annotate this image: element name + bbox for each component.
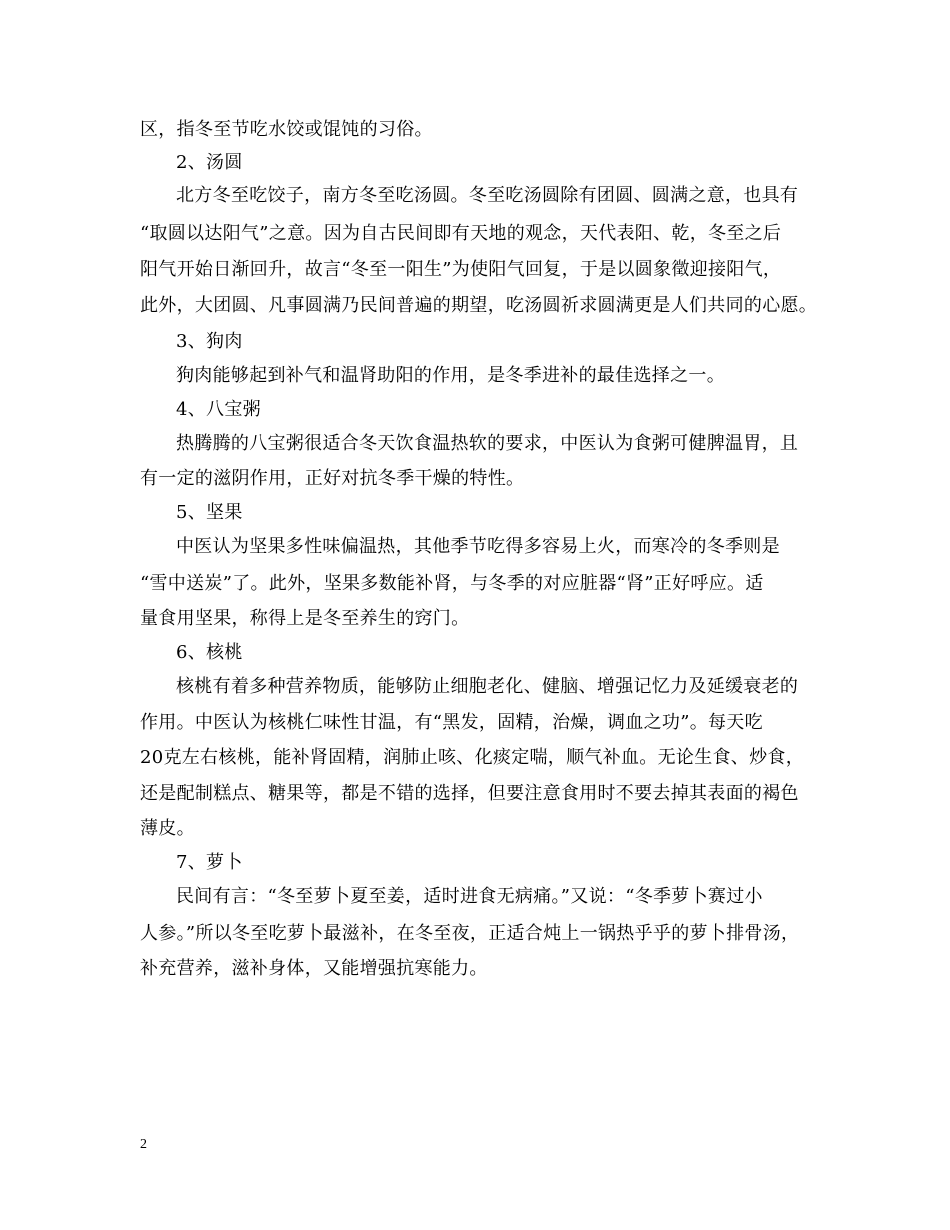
body-text-line: 作用。中医认为核桃仁味性甘温，有“黑发，固精，治燥，调血之功”。每天吃	[140, 712, 763, 733]
body-text-line: 阳气开始日渐回升，故言“冬至一阳生”为使阳气回复，于是以圆象徵迎接阳气，	[140, 259, 782, 280]
body-text-line: 民间有言：“冬至萝卜夏至姜，适时进食无病痛。”又说：“冬季萝卜赛过小	[176, 886, 763, 907]
body-text-line: 中医认为坚果多性味偏温热，其他季节吃得多容易上火，而寒冷的冬季则是	[176, 536, 780, 557]
body-text-line: 热腾腾的八宝粥很适合冬天饮食温热软的要求，中医认为食粥可健脾温胃，且	[176, 433, 799, 454]
body-text-line: 核桃有着多种营养物质，能够防止细胞老化、健脑、增强记忆力及延缓衰老的	[176, 676, 799, 697]
body-text-line: 量食用坚果，称得上是冬至养生的窍门。	[140, 608, 470, 629]
body-text-line: 北方冬至吃饺子，南方冬至吃汤圆。冬至吃汤圆除有团圆、圆满之意，也具有	[176, 185, 799, 206]
body-text-line: 人参。”所以冬至吃萝卜最滋补，在冬至夜，正适合炖上一锅热乎乎的萝卜排骨汤，	[140, 923, 800, 944]
section-heading-jianguo: 5、坚果	[176, 502, 243, 523]
body-text-line: 还是配制糕点、糖果等，都是不错的选择，但要注意食用时不要去掉其表面的褐色	[140, 783, 799, 804]
body-text-line: “取圆以达阳气”之意。因为自古民间即有天地的观念，天代表阳、乾，冬至之后	[140, 223, 782, 244]
body-text-line: 薄皮。	[140, 818, 195, 839]
body-text-line: 区，指冬至节吃水饺或馄饨的习俗。	[140, 119, 433, 140]
body-text-line: 补充营养，滋补身体，又能增强抗寒能力。	[140, 958, 488, 979]
body-text-line: 20克左右核桃，能补肾固精，润肺止咳、化痰定喘，顺气补血。无论生食、炒食，	[140, 747, 805, 768]
section-heading-luobo: 7、萝卜	[176, 852, 243, 873]
body-text-line: 狗肉能够起到补气和温肾助阳的作用，是冬季进补的最佳选择之一。	[176, 365, 725, 386]
body-text-line: 有一定的滋阴作用，正好对抗冬季干燥的特性。	[140, 468, 525, 489]
page-number: 2	[140, 1137, 147, 1152]
section-heading-hetao: 6、核桃	[176, 642, 243, 663]
section-heading-gourou: 3、狗肉	[176, 331, 243, 352]
section-heading-tangyuan: 2、汤圆	[176, 152, 243, 173]
section-heading-babaozhou: 4、八宝粥	[176, 399, 261, 420]
body-text-line: 此外，大团圆、凡事圆满乃民间普遍的期望，吃汤圆祈求圆满更是人们共同的心愿。	[140, 295, 818, 316]
body-text-line: “雪中送炭”了。此外，坚果多数能补肾，与冬季的对应脏器“肾”正好呼应。适	[140, 573, 764, 594]
